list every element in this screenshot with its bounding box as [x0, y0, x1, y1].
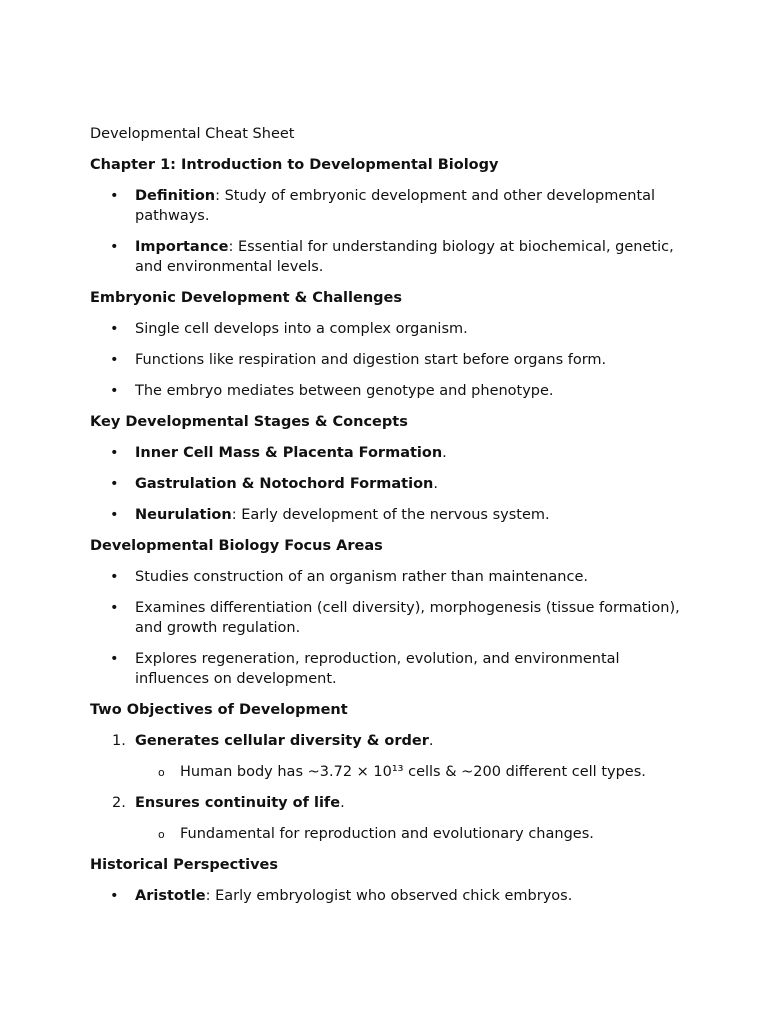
- list-item: [90, 350, 690, 370]
- document-title: Developmental Cheat Sheet: [90, 126, 295, 142]
- item-text: .: [428, 733, 434, 749]
- bullet-icon: •: [110, 188, 119, 204]
- bullet-icon: •: [110, 569, 119, 585]
- item-text: Functions like respiration and digestion start before organs form.: [135, 352, 607, 368]
- item-term: Gastrulation & Notochord Formation: [135, 476, 434, 492]
- item-number: 1.: [112, 733, 126, 749]
- item-term: Importance: [135, 239, 229, 255]
- item-term: Definition: [135, 188, 216, 204]
- item-term: Ensures continuity of life: [135, 795, 341, 811]
- bullet-icon: •: [110, 383, 119, 399]
- list-item: [90, 567, 690, 587]
- item-term: Neurulation: [135, 507, 232, 523]
- item-number: 2.: [112, 795, 126, 811]
- list-item: [90, 649, 690, 689]
- list-item: [90, 381, 690, 401]
- bullet-icon: •: [110, 888, 119, 904]
- bullet-icon: •: [110, 352, 119, 368]
- list-item: [90, 319, 690, 339]
- circle-bullet-icon: o: [158, 828, 165, 841]
- list-item: [90, 731, 690, 751]
- sub-list-item: [90, 824, 690, 844]
- section-heading-key-stages: Key Developmental Stages & Concepts: [90, 414, 408, 430]
- bullet-icon: •: [110, 651, 119, 667]
- list-item: [90, 886, 690, 906]
- list-item: [90, 443, 690, 463]
- item-text: Studies construction of an organism rather than maintenance.: [135, 569, 588, 585]
- item-text: The embryo mediates between genotype and phenotype.: [135, 383, 554, 399]
- item-term: Inner Cell Mass & Placenta Formation: [135, 445, 443, 461]
- bullet-list-chapter-1: [90, 186, 690, 277]
- bullet-list-historical: [90, 886, 690, 906]
- section-heading-focus-areas: Developmental Biology Focus Areas: [90, 538, 383, 554]
- section-heading-historical-perspectives: Historical Perspectives: [90, 857, 279, 873]
- bullet-icon: •: [110, 239, 119, 255]
- numbered-list-objectives: [90, 731, 690, 844]
- list-item: [90, 598, 690, 638]
- bullet-icon: •: [110, 321, 119, 337]
- item-text: Explores regeneration, reproduction, evolution, and environmental influences on development.: [135, 651, 620, 687]
- list-item: [90, 237, 690, 277]
- section-heading-two-objectives: Two Objectives of Development: [90, 702, 348, 718]
- item-text: : Early development of the nervous system.: [231, 507, 550, 523]
- bullet-icon: •: [110, 445, 119, 461]
- bullet-icon: •: [110, 507, 119, 523]
- bullet-list-focus-areas: [90, 567, 690, 689]
- circle-bullet-icon: o: [158, 766, 165, 779]
- bullet-list-key-stages: [90, 443, 690, 525]
- item-term: Aristotle: [135, 888, 206, 904]
- item-text: Examines differentiation (cell diversity), morphogenesis (tissue formation), and growth regulation.: [135, 600, 680, 636]
- list-item: [90, 474, 690, 494]
- document-page: [90, 124, 690, 917]
- bullet-icon: •: [110, 600, 119, 616]
- sub-item-text: Fundamental for reproduction and evolutionary changes.: [180, 826, 594, 842]
- section-heading-embryonic-development: Embryonic Development & Challenges: [90, 290, 402, 306]
- sub-item-text: Human body has ~3.72 × 10¹³ cells & ~200 different cell types.: [180, 764, 646, 780]
- section-heading-chapter-1: Chapter 1: Introduction to Developmental Biology: [90, 157, 499, 173]
- item-text: Single cell develops into a complex organism.: [135, 321, 468, 337]
- bullet-icon: •: [110, 476, 119, 492]
- item-text: .: [442, 445, 447, 461]
- list-item: [90, 793, 690, 813]
- item-text: : Essential for understanding biology at biochemical, genetic, and environmental levels.: [135, 239, 674, 275]
- item-text: : Early embryologist who observed chick embryos.: [205, 888, 573, 904]
- bullet-list-embryonic-development: [90, 319, 690, 401]
- list-item: [90, 505, 690, 525]
- item-text: .: [433, 476, 438, 492]
- item-term: Generates cellular diversity & order: [135, 733, 429, 749]
- sub-list-item: [90, 762, 690, 782]
- item-text: : Study of embryonic development and other developmental pathways.: [135, 188, 656, 224]
- list-item: [90, 186, 690, 226]
- item-text: .: [340, 795, 345, 811]
